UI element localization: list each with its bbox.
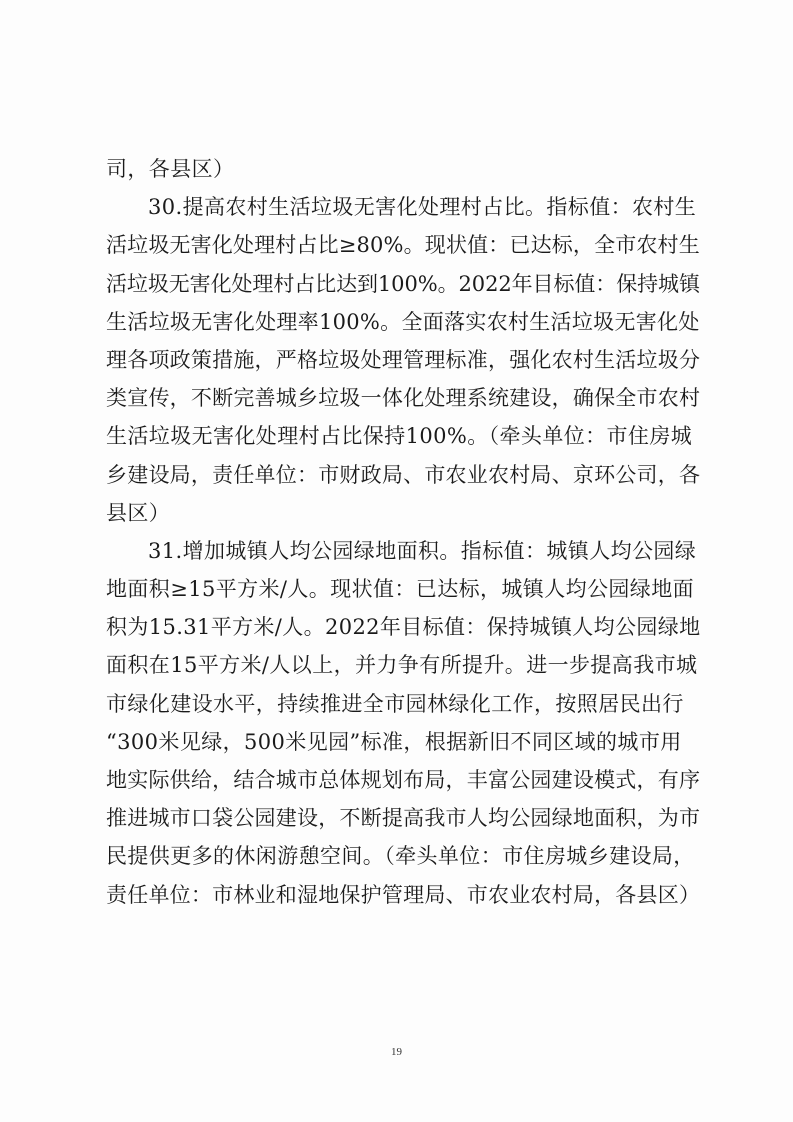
text-line: 县区）: [106, 500, 171, 525]
text-line: 31.增加城镇人均公园绿地面积。指标值：城镇人均公园绿: [148, 538, 697, 563]
text-line: 民提供更多的休闲游憩空间。（牵头单位：市住房城乡建设局，: [106, 844, 695, 869]
body-text: [106, 150, 700, 914]
text-line: 生活垃圾无害化处理村占比保持100%。（牵头单位：市住房城: [106, 424, 693, 449]
text-line: 乡建设局，责任单位：市财政局、市农业农村局、京环公司，各: [106, 462, 701, 487]
text-line: “300米见绿，500米见园”标准，根据新旧不同区域的城市用: [106, 729, 682, 754]
text-line: 30.提高农村生活垃圾无害化处理村占比。指标值：农村生: [148, 195, 697, 220]
text-line: 面积在15平方米/人以上，并力争有所提升。进一步提高我市城: [106, 653, 698, 678]
text-line: 理各项政策措施，严格垃圾处理管理标准，强化农村生活垃圾分: [106, 347, 701, 372]
text-line: 积为15.31平方米/人。2022年目标值：保持城镇人均公园绿地: [106, 615, 701, 640]
text-line: 市绿化建设水平，持续推进全市园林绿化工作，按照居民出行: [106, 691, 684, 716]
text-line: 司，各县区）: [106, 157, 235, 181]
text-line: 推进城市口袋公园建设，不断提高我市人均公园绿地面积，为市: [106, 806, 701, 831]
text-line: 类宣传，不断完善城乡垃圾一体化处理系统建设，确保全市农村: [106, 386, 701, 411]
page-number: 19: [391, 1046, 402, 1058]
text-line: 地实际供给，结合城市总体规划布局，丰富公园建设模式，有序: [106, 768, 701, 792]
text-line: 生活垃圾无害化处理率100%。全面落实农村生活垃圾无害化处: [106, 309, 700, 334]
text-line: 责任单位：市林业和湿地保护管理局、市农业农村局，各县区）: [106, 882, 701, 907]
text-line: 地面积≥15平方米/人。现状值：已达标，城镇人均公园绿地面: [106, 577, 694, 602]
text-line: 活垃圾无害化处理村占比达到100%。2022年目标值：保持城镇: [106, 271, 700, 296]
text-line: 活垃圾无害化处理村占比≥80%。现状值：已达标，全市农村生: [106, 233, 700, 258]
